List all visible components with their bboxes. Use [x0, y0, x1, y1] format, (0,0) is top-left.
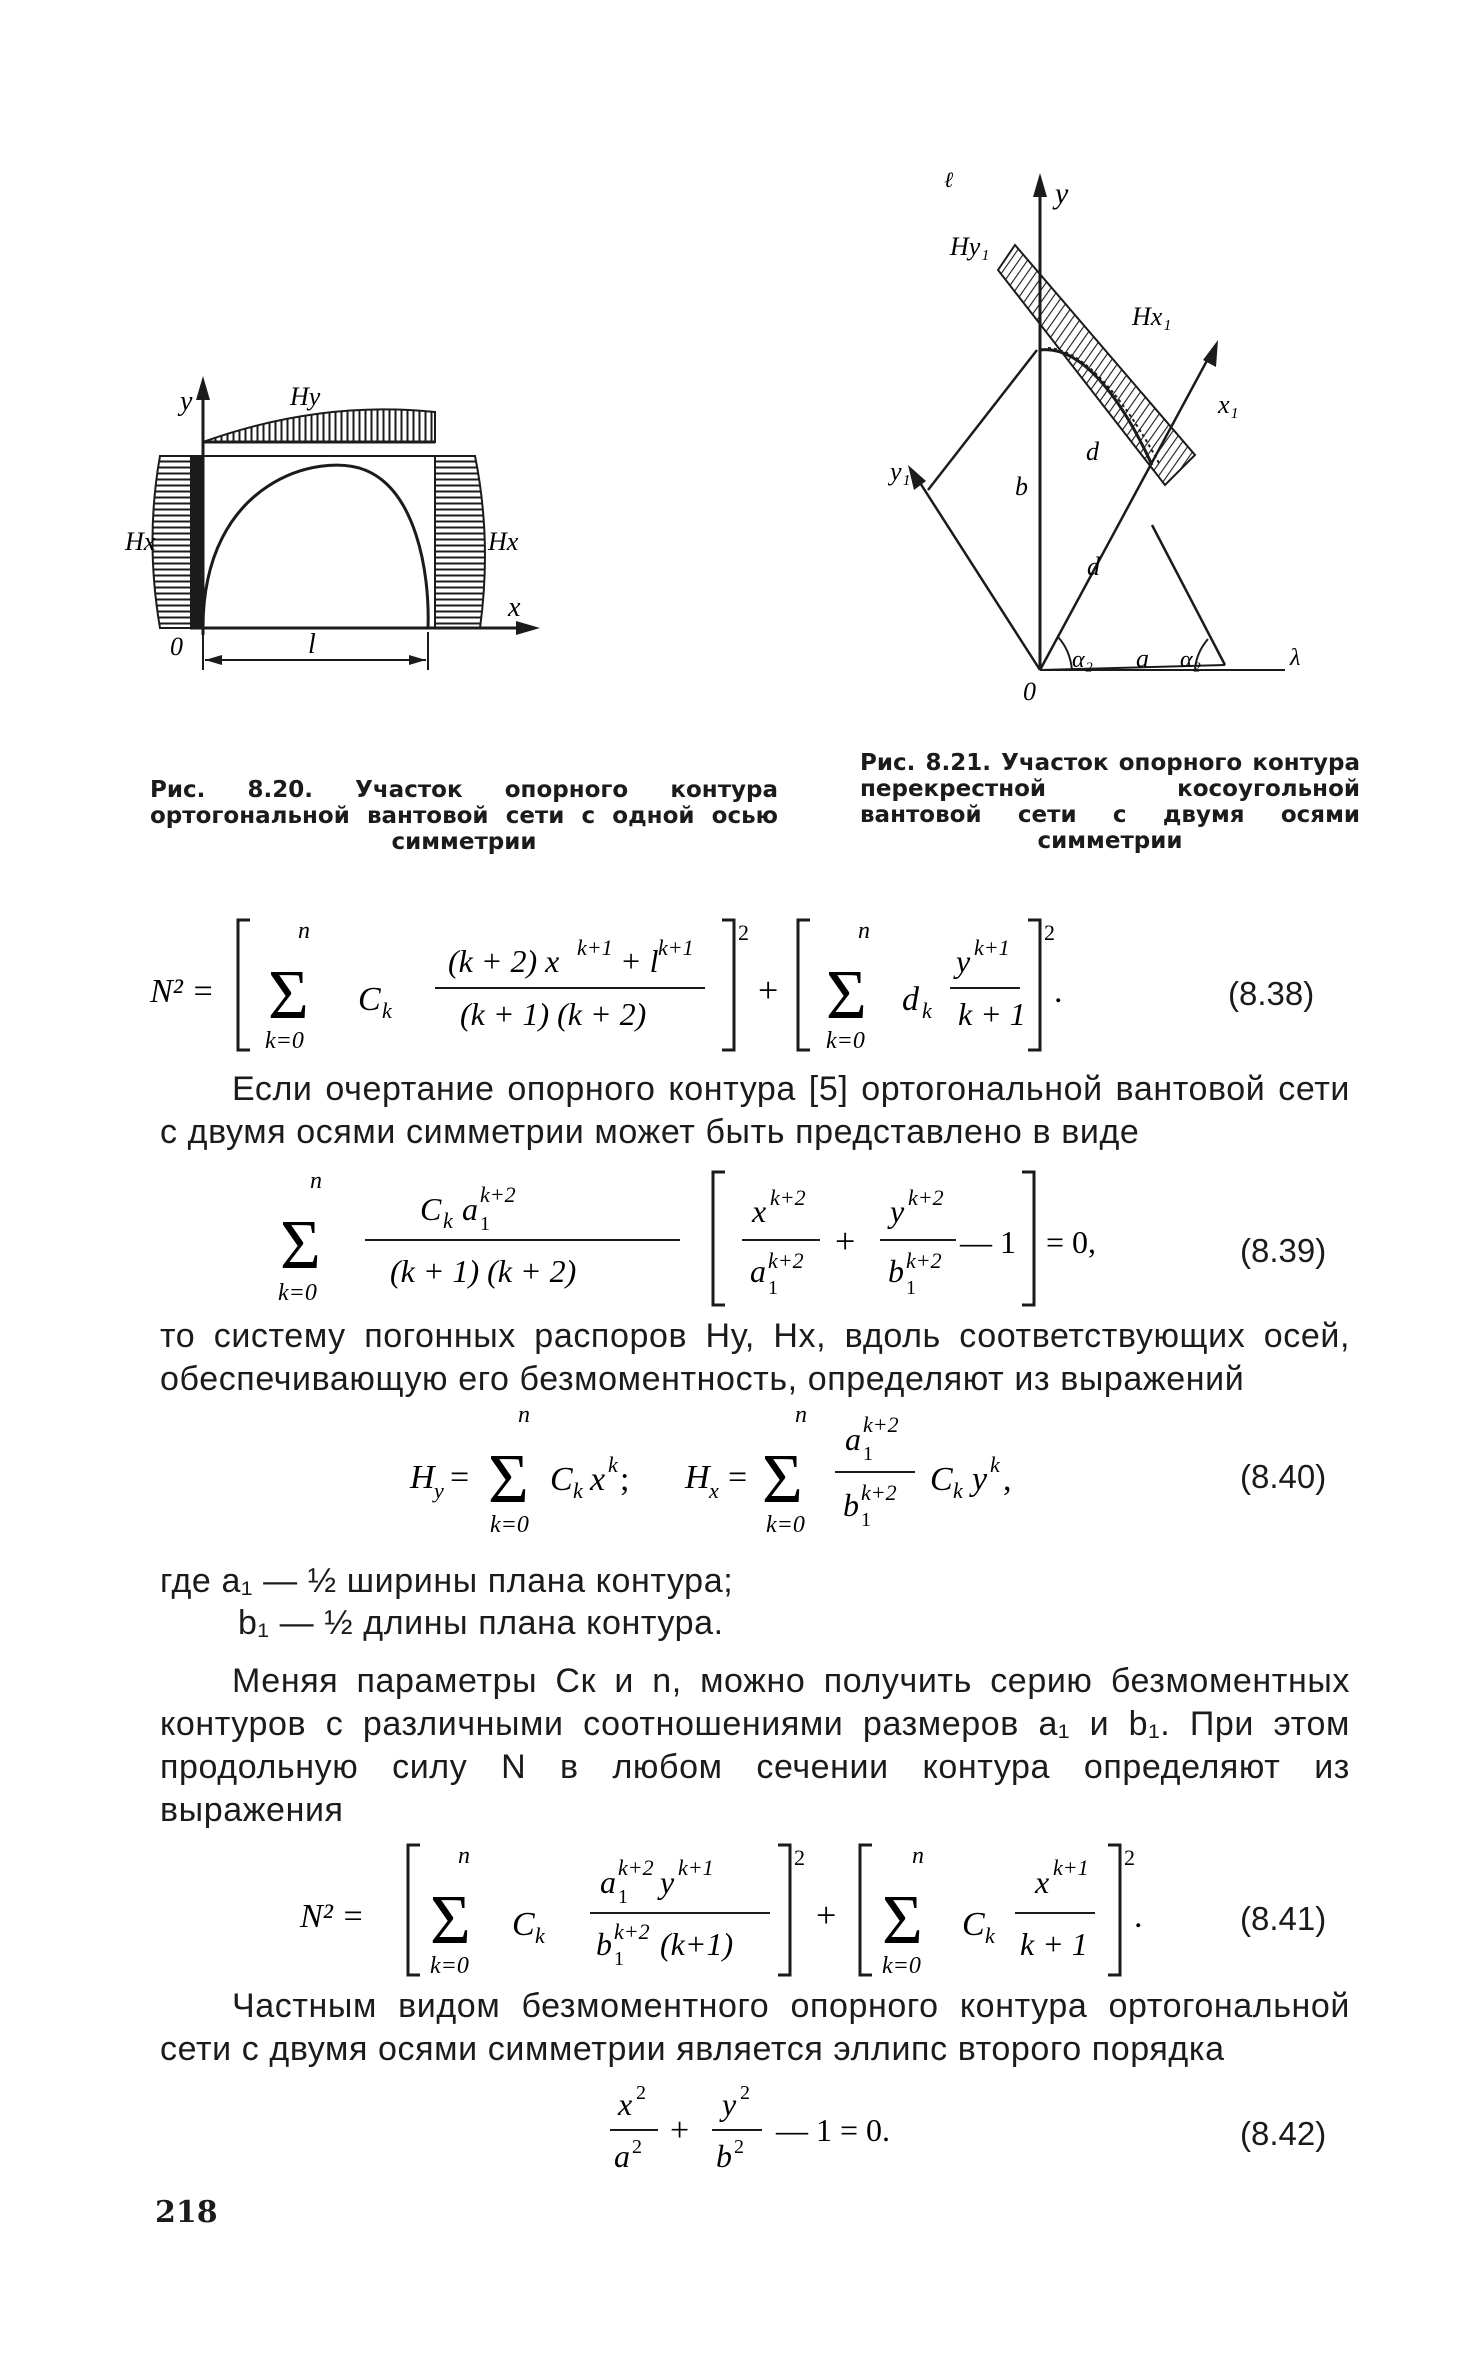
- svg-text:a: a: [750, 1253, 766, 1289]
- svg-text:Σ: Σ: [430, 1882, 471, 1959]
- label-hx1: Hх₁: [1132, 302, 1172, 331]
- svg-text:y: y: [972, 1461, 988, 1498]
- svg-text:k+2: k+2: [480, 1182, 516, 1207]
- equation-8-40: [410, 1400, 1170, 1550]
- svg-text:y: y: [660, 1864, 675, 1900]
- svg-text:C: C: [550, 1461, 573, 1498]
- equation-8-39: [280, 1160, 1240, 1320]
- svg-text:x: x: [709, 1478, 719, 1503]
- equation-number-8-41: (8.41): [1240, 1900, 1327, 1937]
- svg-text:H: H: [685, 1459, 710, 1496]
- svg-text:— 1: — 1: [960, 1224, 1016, 1260]
- svg-text:2: 2: [632, 2136, 642, 2158]
- where-line-2: b₁ — ½ длины плана контура.: [238, 1604, 724, 1642]
- axis-label-y: y: [1055, 177, 1069, 210]
- svg-text:k=0: k=0: [490, 1512, 529, 1538]
- label-hx-left: Hх: [125, 527, 156, 556]
- svg-text:x: x: [618, 2086, 633, 2122]
- svg-text:a: a: [614, 2138, 630, 2174]
- svg-text:k + 1: k + 1: [958, 996, 1026, 1032]
- label-d-upper: d: [1086, 437, 1099, 466]
- svg-text:1: 1: [768, 1277, 778, 1299]
- figure-8-20: [125, 370, 550, 730]
- label-lambda: λ: [1290, 645, 1301, 671]
- svg-text:— 1 = 0.: — 1 = 0.: [776, 2112, 891, 2148]
- svg-text:k=0: k=0: [265, 1028, 304, 1054]
- svg-text:.: .: [1054, 973, 1063, 1010]
- svg-text:H: H: [410, 1459, 435, 1496]
- svg-text:C: C: [358, 981, 381, 1018]
- svg-text:n: n: [518, 1402, 530, 1428]
- equation-number-8-42: (8.42): [1240, 2115, 1327, 2152]
- svg-text:b: b: [596, 1926, 612, 1962]
- svg-text:k+2: k+2: [770, 1185, 806, 1210]
- label-a: a: [1136, 644, 1149, 673]
- svg-text:k=0: k=0: [826, 1028, 865, 1054]
- svg-text:=: =: [450, 1459, 470, 1496]
- svg-text:;: ;: [620, 1461, 630, 1498]
- svg-text:+: +: [670, 2112, 690, 2149]
- svg-text:1: 1: [480, 1213, 490, 1235]
- svg-text:k+2: k+2: [908, 1185, 944, 1210]
- svg-text:Σ: Σ: [268, 957, 309, 1034]
- svg-text:k: k: [535, 1923, 545, 1948]
- svg-text:1: 1: [618, 1886, 628, 1908]
- svg-text:= 0,: = 0,: [1046, 1224, 1097, 1260]
- svg-text:.: .: [1134, 1898, 1143, 1935]
- equation-8-38: [150, 900, 1250, 1070]
- svg-text:k: k: [990, 1452, 1000, 1477]
- svg-text:k: k: [922, 998, 932, 1023]
- svg-text:Σ: Σ: [826, 957, 867, 1034]
- axis-label-y1: y₁: [890, 457, 911, 486]
- label-hy: Hу: [290, 382, 321, 411]
- svg-text:b: b: [888, 1253, 904, 1289]
- svg-text:2: 2: [738, 920, 749, 945]
- svg-text:+: +: [835, 1221, 856, 1261]
- svg-text:1: 1: [863, 1443, 873, 1465]
- svg-text:k+1: k+1: [1053, 1855, 1089, 1880]
- page-number: 218: [155, 2195, 218, 2230]
- svg-text:C: C: [930, 1461, 953, 1498]
- svg-text:n: n: [298, 918, 310, 944]
- svg-text:x: x: [1035, 1864, 1050, 1900]
- figure-8-21: [880, 165, 1330, 725]
- label-hy1: Hу₁: [950, 232, 990, 261]
- svg-text:y: y: [956, 943, 971, 979]
- svg-text:Σ: Σ: [882, 1882, 923, 1959]
- svg-text:N² =: N² =: [150, 973, 215, 1010]
- svg-text:a: a: [845, 1421, 861, 1457]
- svg-text:b: b: [716, 2138, 732, 2174]
- svg-text:y: y: [890, 1193, 905, 1229]
- svg-text:k: k: [985, 1923, 995, 1948]
- svg-text:(k + 1) (k + 2): (k + 1) (k + 2): [460, 996, 647, 1032]
- svg-text:2: 2: [636, 2082, 646, 2104]
- svg-text:Σ: Σ: [280, 1207, 321, 1284]
- svg-text:C: C: [962, 1906, 985, 1943]
- svg-text:n: n: [310, 1168, 322, 1194]
- svg-text:k+2: k+2: [861, 1480, 897, 1505]
- svg-text:2: 2: [794, 1845, 805, 1870]
- svg-text:k+1: k+1: [577, 935, 613, 960]
- label-d-lower: d: [1087, 552, 1100, 581]
- svg-text:k=0: k=0: [882, 1953, 921, 1979]
- paragraph-4: Частным видом безмоментного опорного контура ортогональной сети с двумя осями симметрии является эллипс второго порядка: [160, 1987, 1350, 2068]
- label-alpha2-left: α₂: [1072, 647, 1093, 673]
- svg-text:ℓ: ℓ: [944, 167, 954, 192]
- svg-text:2: 2: [740, 2082, 750, 2104]
- svg-text:k=0: k=0: [278, 1280, 317, 1306]
- svg-text:2: 2: [1044, 920, 1055, 945]
- axis-label-y: y: [180, 386, 193, 417]
- equation-number-8-40: (8.40): [1240, 1458, 1327, 1495]
- origin-label: 0: [170, 632, 183, 661]
- svg-text:k: k: [573, 1478, 583, 1503]
- svg-text:=: =: [728, 1459, 748, 1496]
- svg-text:b: b: [843, 1487, 859, 1523]
- svg-text:1: 1: [614, 1948, 624, 1970]
- origin-label: 0: [1023, 677, 1036, 706]
- svg-text:k+2: k+2: [863, 1412, 899, 1437]
- svg-text:x: x: [590, 1461, 606, 1498]
- svg-text:k+1: k+1: [678, 1855, 714, 1880]
- svg-text:+: +: [816, 1895, 837, 1935]
- svg-text:C: C: [420, 1191, 442, 1227]
- svg-text:(k+1): (k+1): [660, 1926, 734, 1962]
- svg-text:y: y: [434, 1478, 444, 1503]
- svg-text:1: 1: [861, 1509, 871, 1531]
- svg-text:k + 1: k + 1: [1020, 1926, 1088, 1962]
- svg-text:k=0: k=0: [766, 1512, 805, 1538]
- svg-text:1: 1: [906, 1277, 916, 1299]
- svg-text:n: n: [795, 1402, 807, 1428]
- label-hx-right: Hх: [488, 527, 519, 556]
- svg-text:k: k: [443, 1208, 453, 1233]
- svg-text:k+2: k+2: [618, 1855, 654, 1880]
- svg-text:k: k: [608, 1452, 618, 1477]
- axis-label-x1: x₁: [1218, 390, 1239, 419]
- svg-text:+ l: + l: [620, 943, 659, 979]
- svg-text:k+2: k+2: [768, 1248, 804, 1273]
- equation-number-8-39: (8.39): [1240, 1232, 1327, 1269]
- svg-text:a: a: [462, 1191, 478, 1227]
- svg-text:x: x: [752, 1193, 767, 1229]
- svg-text:k+1: k+1: [974, 935, 1010, 960]
- svg-text:k=0: k=0: [430, 1953, 469, 1979]
- svg-text:k+2: k+2: [614, 1919, 650, 1944]
- svg-text:+: +: [758, 970, 779, 1010]
- where-line-1: где a₁ — ½ ширины плана контура;: [160, 1562, 734, 1600]
- paragraph-3: Меняя параметры Cк и n, можно получить серию безмоментных контуров с различными соотношениями размеров a₁ и b₁. При этом продольную силу N в любом сечении контура определяют из выражения: [160, 1662, 1350, 1829]
- svg-text:k: k: [382, 998, 392, 1023]
- svg-text:k+1: k+1: [658, 935, 694, 960]
- figure-8-20-caption: Рис. 8.20. Участок опорного контура ортогональной вантовой сети с одной осью симметрии: [150, 777, 778, 855]
- svg-text:(k + 1) (k + 2): (k + 1) (k + 2): [390, 1253, 577, 1289]
- svg-text:2: 2: [734, 2136, 744, 2158]
- svg-text:k+2: k+2: [906, 1248, 942, 1273]
- svg-text:d: d: [902, 981, 919, 1018]
- svg-text:Σ: Σ: [488, 1441, 529, 1518]
- label-b: b: [1015, 472, 1028, 501]
- label-alpha2-right: α₂: [1180, 647, 1201, 673]
- svg-text:2: 2: [1124, 1845, 1135, 1870]
- svg-text:Σ: Σ: [762, 1441, 803, 1518]
- equation-8-41: [300, 1835, 1220, 1985]
- svg-text:n: n: [458, 1843, 470, 1869]
- svg-text:n: n: [912, 1843, 924, 1869]
- figure-8-21-caption: Рис. 8.21. Участок опорного контура перекрестной косоугольной вантовой сети с двумя осями симметрии: [860, 750, 1360, 854]
- svg-text:,: ,: [1003, 1461, 1012, 1498]
- svg-text:k: k: [953, 1478, 963, 1503]
- equation-number-8-38: (8.38): [1228, 975, 1315, 1012]
- equation-8-42: [600, 2075, 960, 2185]
- svg-text:n: n: [858, 918, 870, 944]
- svg-text:y: y: [722, 2086, 737, 2122]
- svg-text:C: C: [512, 1906, 535, 1943]
- svg-text:a: a: [600, 1864, 616, 1900]
- svg-text:(k + 2) x: (k + 2) x: [448, 943, 560, 979]
- label-l: l: [308, 629, 316, 660]
- paragraph-2: то систему погонных распоров Hу, Hх, вдоль соответствующих осей, обеспечивающую его безмоментность, определяют из выражений: [160, 1317, 1350, 1398]
- svg-text:N² =: N² =: [300, 1898, 365, 1935]
- axis-label-x: x: [508, 592, 521, 623]
- paragraph-1: Если очертание опорного контура [5] ортогональной вантовой сети с двумя осями симметрии может быть представлено в виде: [160, 1070, 1350, 1151]
